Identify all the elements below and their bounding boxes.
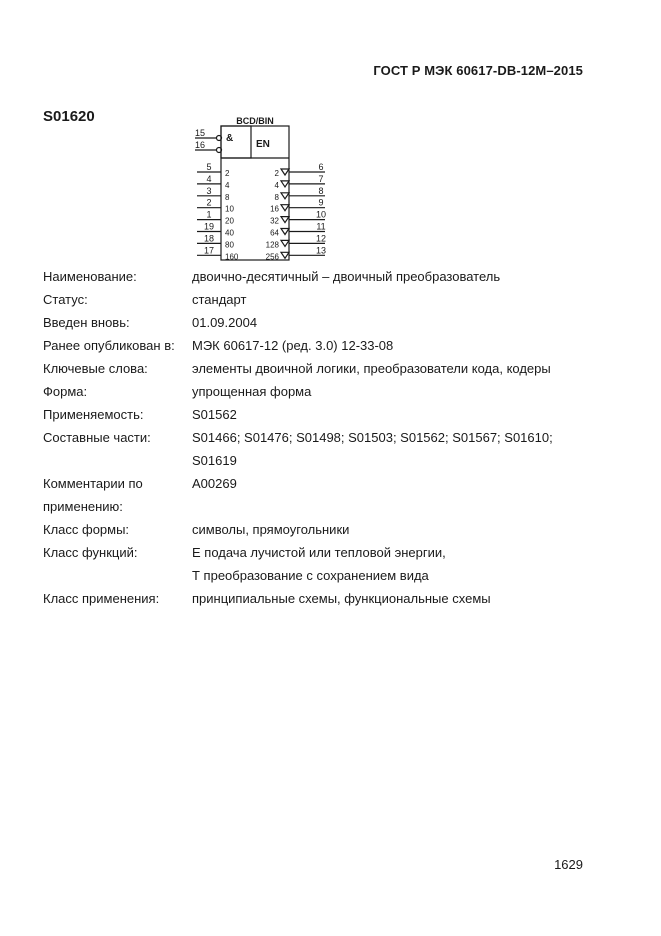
open-output-triangle [281,229,289,235]
input-weight: 4 [225,180,230,190]
output-pin-number: 6 [318,162,324,172]
property-value [192,403,572,426]
property-value-line: принципиальные схемы, функциональные схемы [192,591,491,606]
property-value [192,587,572,610]
enable-pin-number: 16 [195,140,206,150]
input-pin-number: 17 [203,245,215,256]
document-header: ГОСТ Р МЭК 60617-DB-12M–2015 [373,63,583,78]
property-label: Наименование: [43,269,137,284]
symbol-title: BCD/BIN [236,116,274,126]
input-pin-number: 19 [203,221,215,232]
property-row [43,587,572,610]
property-value-line: A00269 [192,476,237,491]
property-row [43,311,572,334]
input-weight: 20 [225,216,234,226]
output-weight: 32 [270,216,279,226]
property-label: Класс функций: [43,545,138,560]
output-pin-number: 11 [316,221,326,232]
input-pin-number: 1 [206,209,212,220]
output-pin-number: 12 [315,233,327,244]
open-output-triangle [281,252,289,258]
open-output-triangle [281,205,289,211]
property-row [43,426,572,472]
property-value-line: Е подача лучистой или тепловой энергии, [192,545,446,560]
property-label: Класс применения: [43,591,160,606]
output-pin-number: 9 [318,197,324,208]
property-label: Применяемость: [43,407,144,422]
property-value-line: упрощенная форма [192,384,312,399]
open-output-triangle [281,217,289,223]
output-weight: 2 [274,169,279,178]
input-weight: 8 [225,192,230,202]
property-value [192,472,572,518]
property-row [43,403,572,426]
open-output-triangle [281,193,289,199]
open-output-triangle [281,240,289,246]
property-value-line: Т преобразование с сохранением вида [192,568,429,583]
property-label: Статус: [43,292,88,307]
property-row [43,357,572,380]
output-weight: 8 [274,192,279,202]
output-weight: 256 [265,252,279,262]
property-label: Форма: [43,384,88,399]
property-value [192,357,572,380]
property-value [192,311,572,334]
input-weight: 2 [225,169,230,178]
property-row [43,380,572,403]
output-pin-number: 10 [315,209,327,220]
property-label: Класс формы: [43,522,130,537]
property-value-line: S01466; S01476; S01498; S01503; S01562; S01567; S01610; [192,430,553,445]
page-number: 1629 [554,857,583,872]
property-row [43,541,572,587]
property-value [192,288,572,311]
property-value-line: символы, прямоугольники [192,522,350,537]
open-output-triangle [281,169,289,175]
open-output-triangle [281,181,289,187]
logic-symbol-diagram [193,114,333,262]
property-value [192,541,572,587]
input-pin-number: 5 [206,162,212,172]
property-label: Ранее опубликован в: [43,338,175,353]
property-value-line: двоично-десятичный – двоичный преобразователь [192,269,501,284]
input-pin-number: 3 [206,185,212,196]
input-weight: 40 [225,228,234,238]
property-label: Введен вновь: [43,315,130,330]
property-value [192,518,572,541]
properties-table [43,265,572,610]
output-weight: 64 [270,228,279,238]
symbol-code: S01620 [43,108,95,125]
output-weight: 16 [270,204,279,214]
output-pin-number: 8 [318,185,324,196]
property-label: Ключевые слова: [43,361,148,376]
property-label: Составные части: [43,430,151,445]
property-row [43,518,572,541]
property-row [43,265,572,288]
input-pin-number: 4 [206,173,212,184]
property-value [192,334,572,357]
property-row [43,334,572,357]
input-pin-number: 18 [203,233,215,244]
property-row [43,472,572,518]
output-pin-number: 13 [315,245,327,256]
property-value-line: S01562 [192,407,237,422]
property-value [192,265,572,288]
property-value [192,426,572,472]
property-value-line: элементы двоичной логики, преобразователи кода, кодеры [192,361,551,376]
property-value-line: МЭК 60617-12 (ред. 3.0) 12-33-08 [192,338,394,353]
property-value [192,380,572,403]
enable-qualifier: EN [256,139,270,150]
property-value-line: S01619 [192,453,237,468]
output-weight: 128 [265,240,279,250]
output-weight: 4 [274,180,279,190]
input-pin-number: 2 [206,197,212,208]
property-row [43,288,572,311]
input-weight: 160 [225,252,239,262]
property-label: Комментарии по применению: [43,476,143,514]
output-pin-number: 7 [318,173,324,184]
enable-pin-number: 15 [195,128,206,138]
property-value-line: стандарт [192,292,247,307]
input-weight: 10 [225,204,234,214]
and-qualifier: & [226,133,234,144]
input-weight: 80 [225,240,234,250]
property-value-line: 01.09.2004 [192,315,258,330]
